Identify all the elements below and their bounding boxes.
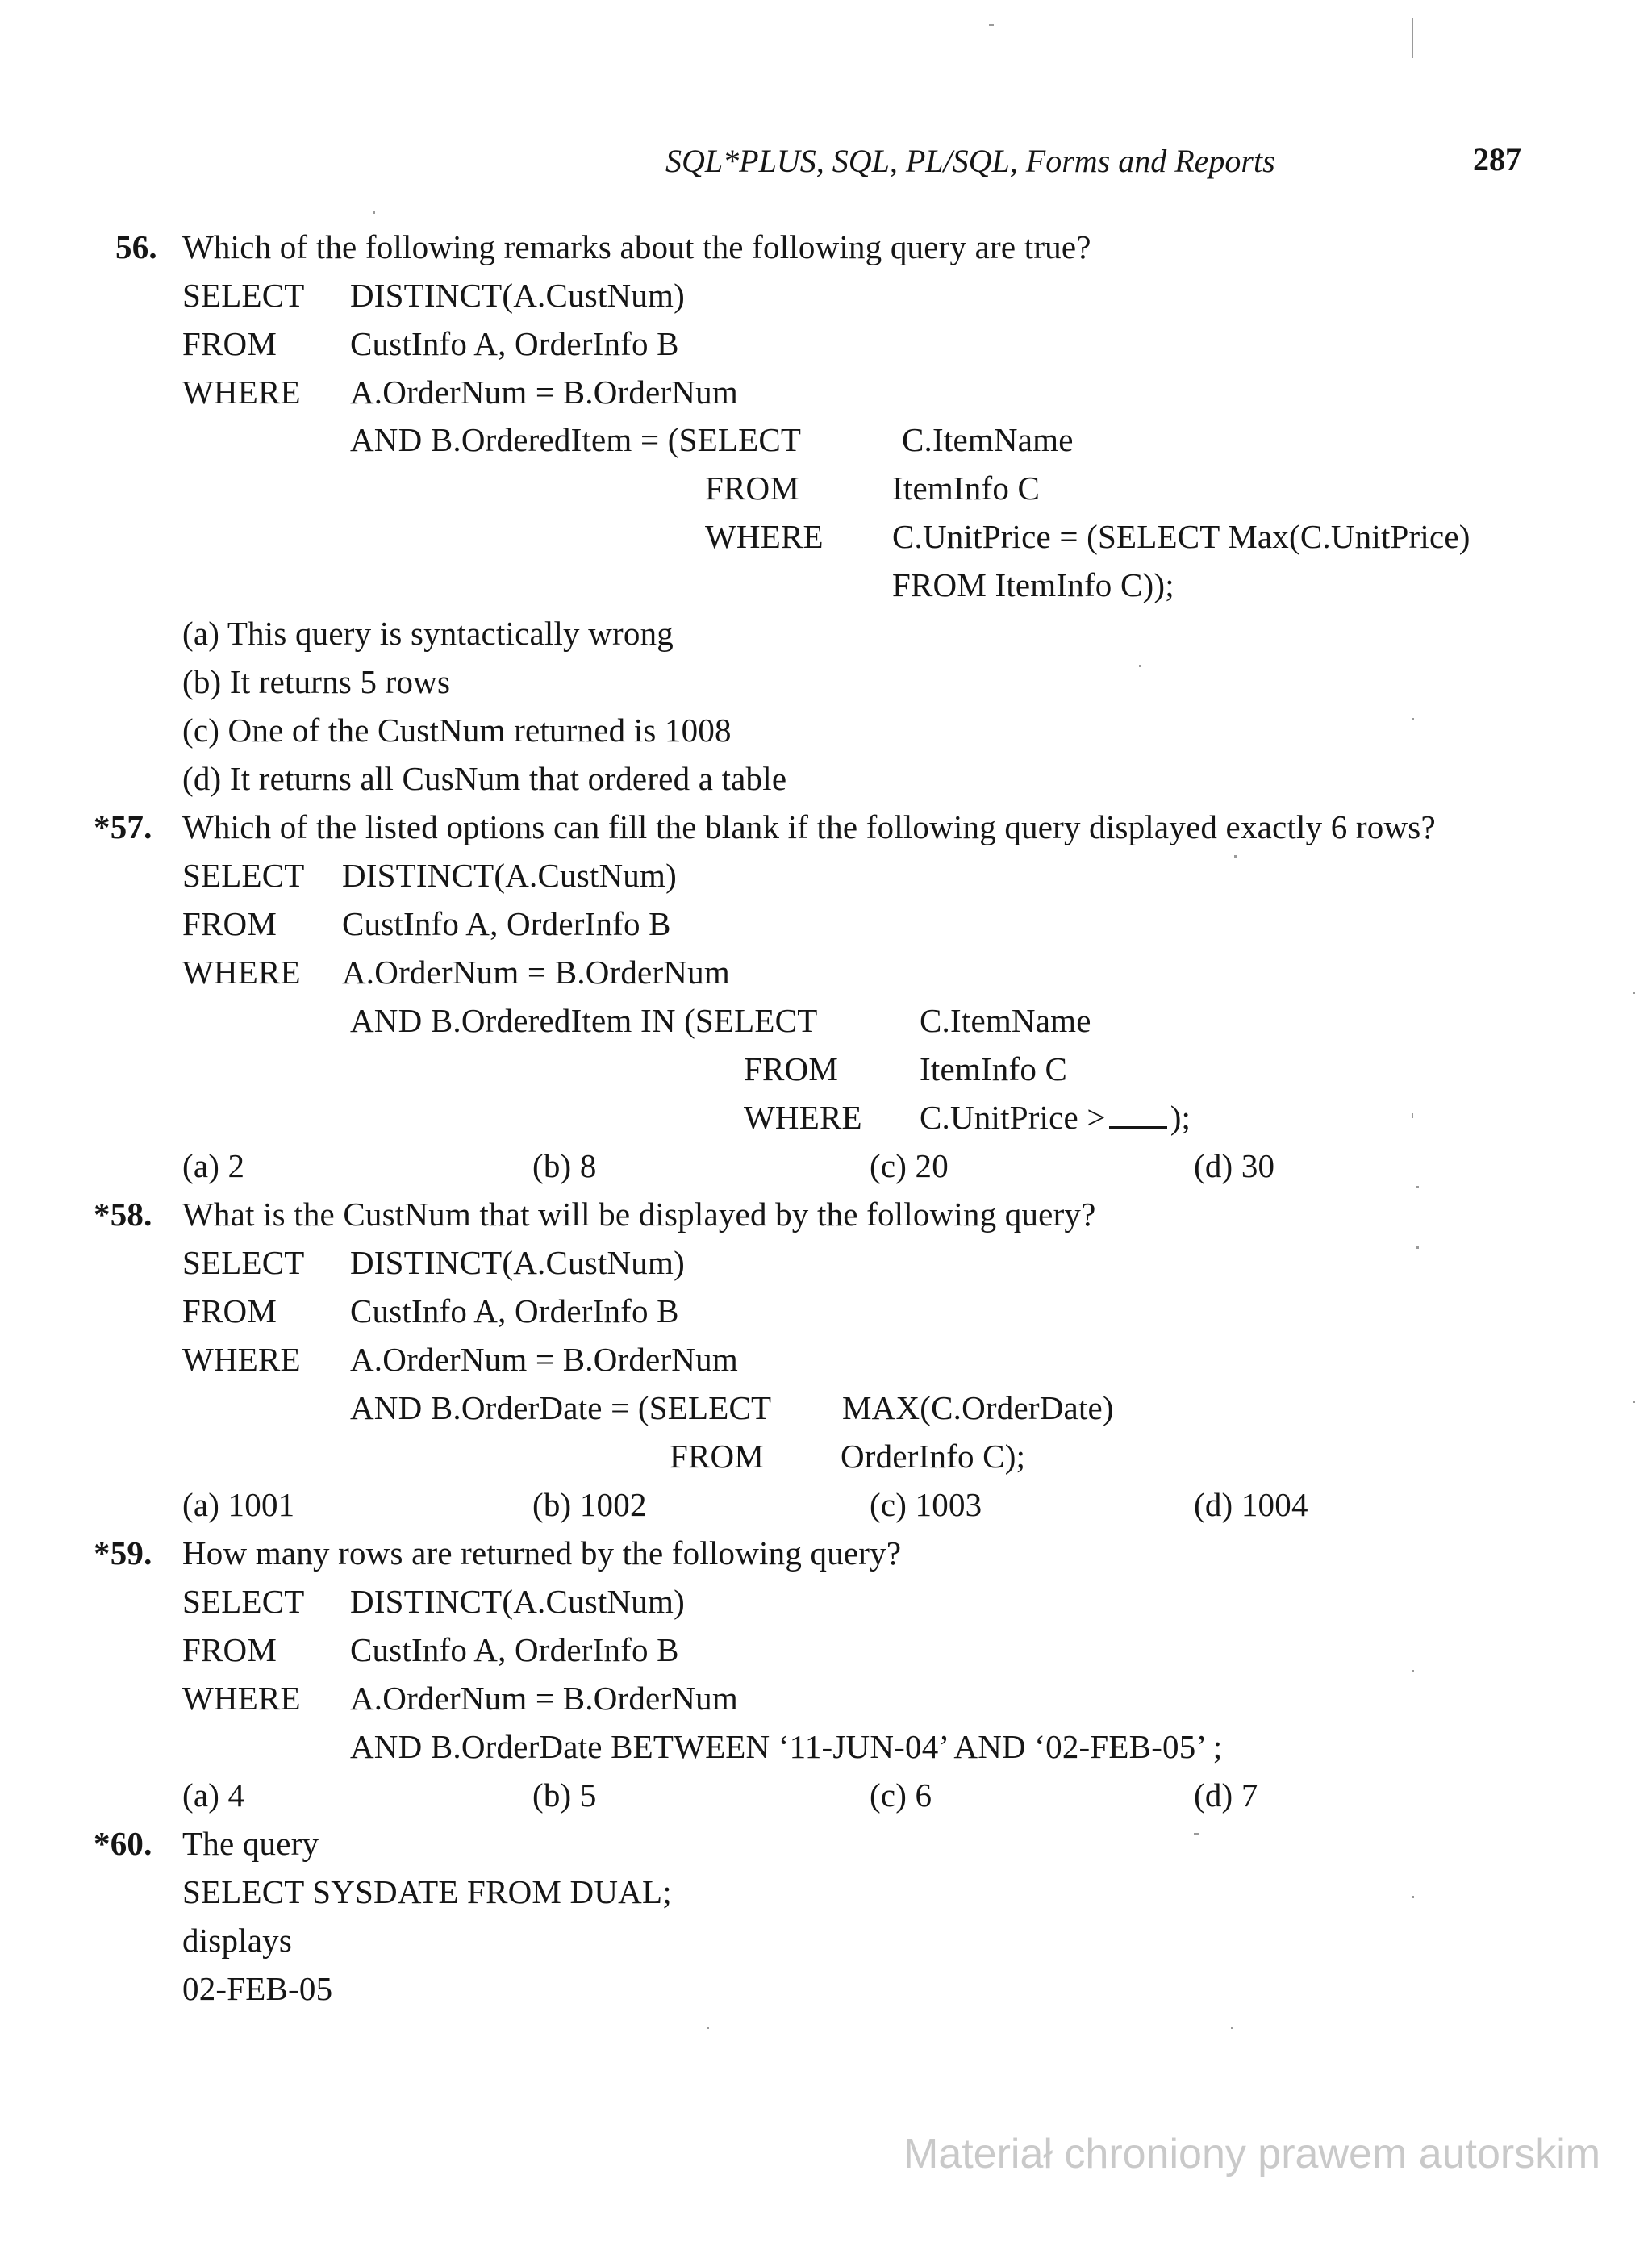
q56-option-a: (a) This query is syntactically wrong [182, 615, 674, 652]
q56-option-c: (c) One of the CustNum returned is 1008 [182, 712, 732, 749]
q56-code-from-value: CustInfo A, OrderInfo B [350, 325, 679, 362]
question-56-text: Which of the following remarks about the following query are true? [182, 228, 1091, 265]
q56-code-inner-from-line: FROM ItemInfo C)); [892, 566, 1174, 603]
page-number: 287 [1473, 141, 1521, 177]
q59-code-select-keyword: SELECT [182, 1583, 305, 1620]
scan-artifact [1194, 1833, 1199, 1835]
q59-code-from-value: CustInfo A, OrderInfo B [350, 1631, 679, 1668]
q56-option-d: (d) It returns all CusNum that ordered a table [182, 760, 787, 797]
q60-query-line: SELECT SYSDATE FROM DUAL; [182, 1873, 672, 1910]
q56-code-subquery-from-value: ItemInfo C [892, 470, 1041, 507]
q58-code-subquery-from-keyword: FROM [670, 1438, 765, 1475]
q57-code-subquery-where-value [920, 1096, 1191, 1138]
q59-option-c: (c) 6 [870, 1776, 932, 1814]
q58-option-b: (b) 1002 [532, 1486, 647, 1523]
scan-artifact [707, 2027, 709, 2029]
q57-option-a: (a) 2 [182, 1147, 245, 1184]
q59-code-between-line: AND B.OrderDate BETWEEN ‘11-JUN-04’ AND ‘02-FEB-05’ ; [350, 1728, 1223, 1765]
q57-code-where-value: A.OrderNum = B.OrderNum [342, 954, 730, 991]
scan-artifact [1412, 1670, 1414, 1672]
q56-code-from-keyword: FROM [182, 325, 277, 362]
q56-code-subquery-select-value: C.ItemName [902, 421, 1074, 458]
q58-code-select-keyword: SELECT [182, 1244, 305, 1281]
q60-displays-line: displays [182, 1922, 292, 1959]
q57-option-c: (c) 20 [870, 1147, 949, 1184]
scan-artifact [1139, 665, 1141, 667]
scan-artifact [1412, 718, 1414, 720]
scan-artifact [1412, 1896, 1414, 1898]
q57-code-subquery-line: AND B.OrderedItem IN (SELECT [350, 1002, 818, 1039]
q57-code-subquery-from-value: ItemInfo C [920, 1050, 1068, 1087]
scan-artifact [373, 211, 375, 214]
q57-code-select-keyword: SELECT [182, 857, 305, 894]
q60-date-line: 02-FEB-05 [182, 1970, 333, 2007]
q58-code-where-value: A.OrderNum = B.OrderNum [350, 1341, 738, 1378]
q58-code-subquery-from-value: OrderInfo C); [841, 1438, 1026, 1475]
scan-artifact [1412, 18, 1413, 58]
question-57-number: *57. [94, 808, 152, 845]
q56-code-subquery-line: AND B.OrderedItem = (SELECT [350, 421, 802, 458]
q57-code-where-keyword: WHERE [182, 954, 301, 991]
q59-code-where-value: A.OrderNum = B.OrderNum [350, 1680, 738, 1717]
q57-code-subquery-where-keyword: WHERE [744, 1099, 862, 1136]
q58-code-subquery-line: AND B.OrderDate = (SELECT [350, 1389, 772, 1426]
q57-option-b: (b) 8 [532, 1147, 597, 1184]
q59-option-b: (b) 5 [532, 1776, 597, 1814]
q57-code-from-keyword: FROM [182, 905, 277, 942]
scan-artifact [1412, 1113, 1413, 1118]
q59-option-d: (d) 7 [1194, 1776, 1258, 1814]
scan-artifact [1633, 1401, 1635, 1403]
q57-option-d: (d) 30 [1194, 1147, 1275, 1184]
q56-code-subquery-where-keyword: WHERE [705, 518, 824, 555]
q58-code-select-value: DISTINCT(A.CustNum) [350, 1244, 685, 1281]
question-60-text: The query [182, 1825, 319, 1862]
q57-code-from-value: CustInfo A, OrderInfo B [342, 905, 671, 942]
q56-code-subquery-from-keyword: FROM [705, 470, 800, 507]
q57-code-subquery-from-keyword: FROM [744, 1050, 839, 1087]
q59-code-from-keyword: FROM [182, 1631, 277, 1668]
question-59-number: *59. [94, 1534, 152, 1572]
scan-artifact [1416, 1246, 1419, 1249]
question-58-number: *58. [94, 1196, 152, 1233]
q58-code-from-keyword: FROM [182, 1292, 277, 1330]
question-57-text: Which of the listed options can fill the blank if the following query displayed exactly 6 rows? [182, 808, 1436, 845]
q58-option-c: (c) 1003 [870, 1486, 982, 1523]
question-59-text: How many rows are returned by the following query? [182, 1534, 902, 1572]
scan-artifact [1231, 2027, 1233, 2029]
scan-artifact [1416, 1186, 1419, 1188]
q56-code-where-value: A.OrderNum = B.OrderNum [350, 374, 738, 411]
question-56-number: 56. [115, 228, 157, 265]
q57-code-unitprice-condition: C.UnitPrice > [920, 1099, 1106, 1136]
scan-artifact [1633, 992, 1635, 994]
copyright-watermark: Materiał chroniony prawem autorskim [903, 2131, 1601, 2177]
q58-option-a: (a) 1001 [182, 1486, 295, 1523]
q57-code-closing: ); [1170, 1099, 1191, 1136]
running-header-title: SQL*PLUS, SQL, PL/SQL, Forms and Reports [665, 143, 1275, 179]
q57-code-select-value: DISTINCT(A.CustNum) [342, 857, 677, 894]
q57-code-subquery-select-value: C.ItemName [920, 1002, 1091, 1039]
q58-code-subquery-select-value: MAX(C.OrderDate) [842, 1389, 1114, 1426]
q59-code-select-value: DISTINCT(A.CustNum) [350, 1583, 685, 1620]
q56-option-b: (b) It returns 5 rows [182, 663, 451, 700]
scan-artifact [1234, 855, 1237, 858]
q56-code-where-keyword: WHERE [182, 374, 301, 411]
question-60-number: *60. [94, 1825, 152, 1862]
q56-code-select-value: DISTINCT(A.CustNum) [350, 277, 685, 314]
q56-code-subquery-where-value: C.UnitPrice = (SELECT Max(C.UnitPrice) [892, 518, 1471, 555]
q58-code-where-keyword: WHERE [182, 1341, 301, 1378]
q59-option-a: (a) 4 [182, 1776, 245, 1814]
q57-fill-in-blank [1109, 1104, 1167, 1129]
question-58-text: What is the CustNum that will be displayed by the following query? [182, 1196, 1096, 1233]
q59-code-where-keyword: WHERE [182, 1680, 301, 1717]
q56-code-select-keyword: SELECT [182, 277, 305, 314]
q58-code-from-value: CustInfo A, OrderInfo B [350, 1292, 679, 1330]
scan-artifact [989, 24, 994, 26]
q58-option-d: (d) 1004 [1194, 1486, 1308, 1523]
